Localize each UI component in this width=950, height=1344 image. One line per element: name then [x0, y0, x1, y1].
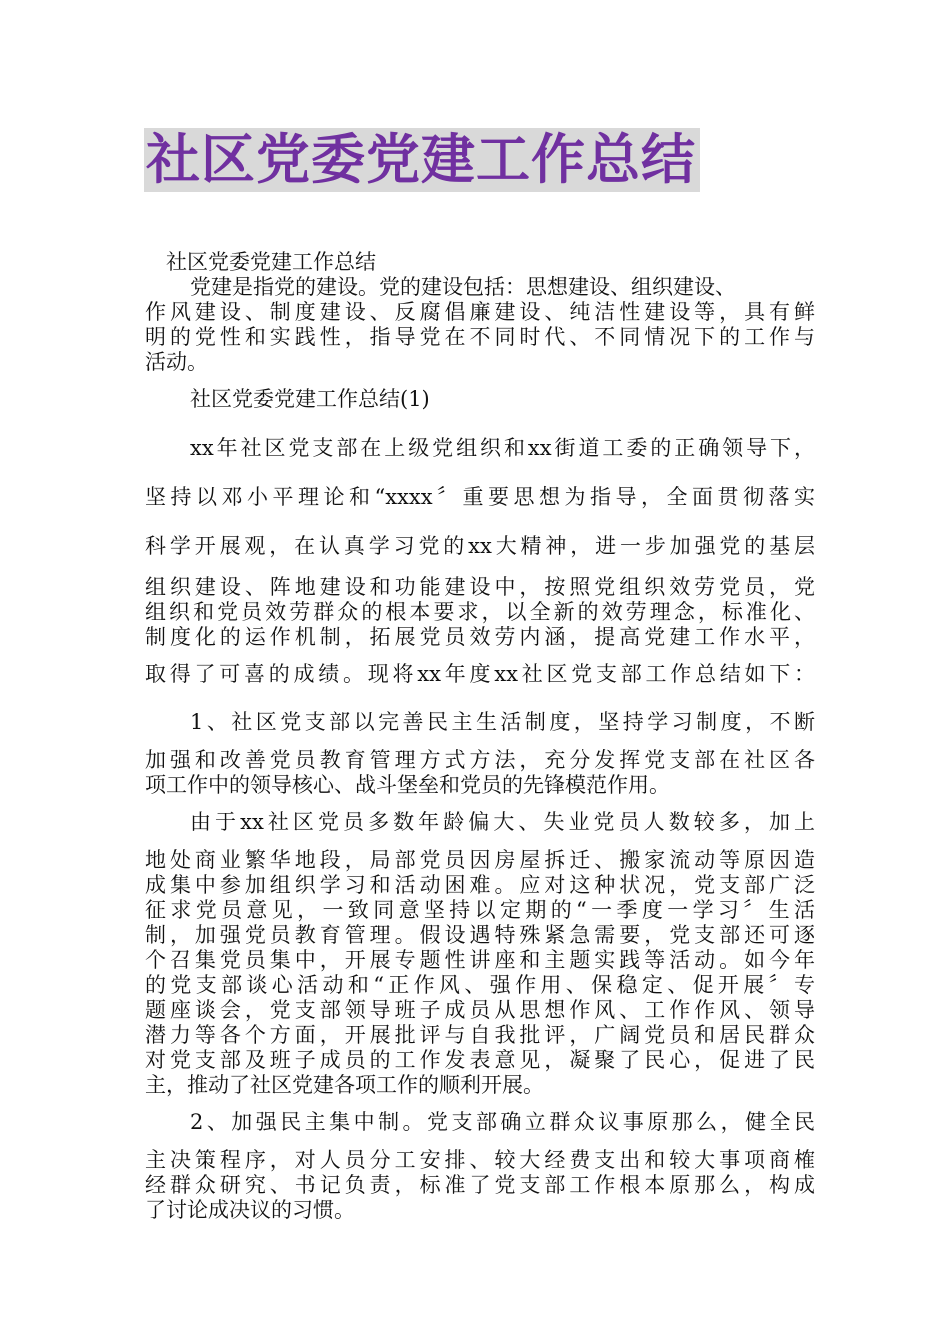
text-line: 主，推动了社区党建各项工作的顺利开展。: [145, 1073, 544, 1097]
text-line: 2、加强民主集中制。党支部确立群众议事原那么，健全民: [190, 1110, 815, 1134]
text-line: 成集中参加组织学习和活动困难。应对这种状况，党支部广泛: [145, 873, 815, 897]
text-line: 的党支部谈心活动和“正作风、强作用、保稳定、促开展〞专: [145, 973, 815, 997]
document-title: 社区党委党建工作总结: [144, 128, 700, 192]
text-line: 主决策程序，对人员分工安排、较大经费支出和较大事项商榷: [145, 1148, 815, 1172]
text-line: 组织和党员效劳群众的根本要求，以全新的效劳理念，标准化、: [145, 600, 815, 624]
text-line: 明的党性和实践性，指导党在不同时代、不同情况下的工作与: [145, 325, 815, 349]
text-line: 制，加强党员教育管理。假设遇特殊紧急需要，党支部还可逐: [145, 923, 815, 947]
text-line: 地处商业繁华地段，局部党员因房屋拆迁、搬家流动等原因造: [145, 848, 815, 872]
text-line: 由于xx社区党员多数年龄偏大、失业党员人数较多，加上: [190, 810, 815, 834]
text-line: 题座谈会，党支部领导班子成员从思想作风、工作作风、领导: [145, 998, 815, 1022]
text-line: 对党支部及班子成员的工作发表意见，凝聚了民心，促进了民: [145, 1048, 815, 1072]
text-line: 征求党员意见，一致同意坚持以定期的“一季度一学习〞生活: [145, 898, 815, 922]
text-line: 作风建设、制度建设、反腐倡廉建设、纯洁性建设等，具有鲜: [145, 300, 815, 324]
text-line: 加强和改善党员教育管理方式方法，充分发挥党支部在社区各: [145, 748, 815, 772]
section-heading-line: 社区党委党建工作总结(1): [190, 387, 430, 411]
subtitle-line: 社区党委党建工作总结: [166, 250, 376, 274]
text-line: 取得了可喜的成绩。现将xx年度xx社区党支部工作总结如下：: [145, 662, 815, 686]
text-line: 了讨论成决议的习惯。: [145, 1198, 355, 1222]
text-line: 组织建设、阵地建设和功能建设中，按照党组织效劳党员，党: [145, 575, 815, 599]
text-line: 潜力等各个方面，开展批评与自我批评，广阔党员和居民群众: [145, 1023, 815, 1047]
text-line: 个召集党员集中，开展专题性讲座和主题实践等活动。如今年: [145, 948, 815, 972]
text-line: 活动。: [145, 350, 208, 374]
text-line: 科学开展观，在认真学习党的xx大精神，进一步加强党的基层: [145, 534, 815, 558]
text-line: 制度化的运作机制，拓展党员效劳内涵，提高党建工作水平，: [145, 625, 815, 649]
text-line: 项工作中的领导核心、战斗堡垒和党员的先锋模范作用。: [145, 773, 670, 797]
text-line: 党建是指党的建设。党的建设包括：思想建设、组织建设、: [190, 275, 736, 299]
text-line: 1、社区党支部以完善民主生活制度，坚持学习制度，不断: [190, 710, 815, 734]
text-line: 经群众研究、书记负责，标准了党支部工作根本原那么，构成: [145, 1173, 815, 1197]
text-line: 坚持以邓小平理论和“xxxx〞重要思想为指导，全面贯彻落实: [145, 485, 815, 509]
text-line: xx年社区党支部在上级党组织和xx街道工委的正确领导下，: [190, 436, 815, 460]
